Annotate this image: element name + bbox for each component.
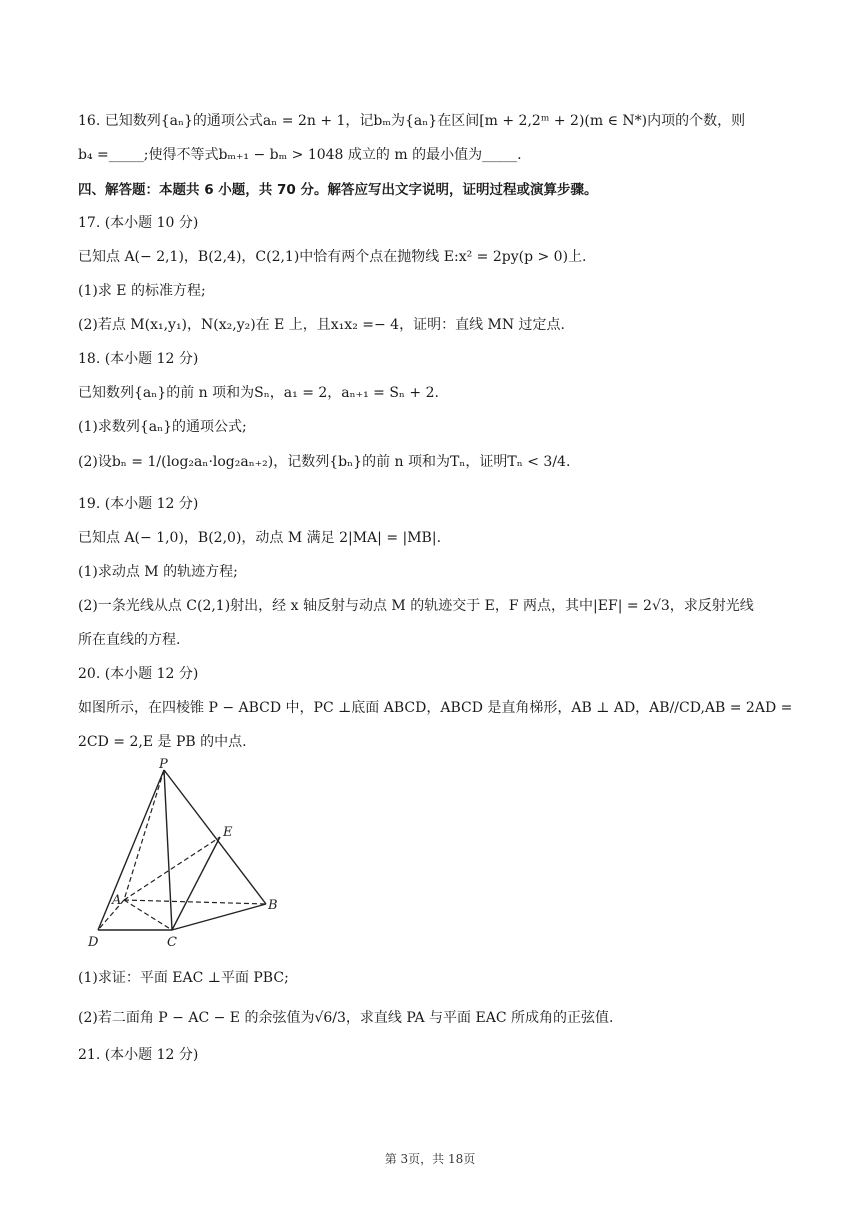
problem-17-part-1: (1)求 E 的标准方程; <box>78 283 206 299</box>
problem-20-part-1: (1)求证：平面 EAC ⊥平面 PBC; <box>78 970 289 986</box>
problem-20-part-2: (2)若二面角 P − AC − E 的余弦值为√6/3，求直线 PA 与平面 EAC 所成角的正弦值. <box>78 1010 614 1026</box>
label-p: P <box>159 757 168 772</box>
pyramid-figure <box>84 756 284 952</box>
problem-18-header: 18. (本小题 12 分) <box>78 351 199 367</box>
problem-18-statement: 已知数列{aₙ}的前 n 项和为Sₙ，a₁ = 2，aₙ₊₁ = Sₙ + 2. <box>78 385 439 401</box>
problem-20-statement-cont: 2CD = 2,E 是 PB 的中点. <box>78 734 247 750</box>
problem-17-part-2: (2)若点 M(x₁,y₁)，N(x₂,y₂)在 E 上，且x₁x₂ =− 4，证明：直线 MN 过定点. <box>78 317 566 333</box>
problem-21-header: 21. (本小题 12 分) <box>78 1047 199 1063</box>
label-c: C <box>167 935 177 950</box>
problem-17-header: 17. (本小题 10 分) <box>78 215 199 231</box>
problem-19-header: 19. (本小题 12 分) <box>78 496 199 512</box>
label-a: A <box>112 893 122 908</box>
problem-17-statement: 已知点 A(− 2,1)，B(2,4)，C(2,1)中恰有两个点在抛物线 E:x² = 2py(p > 0)上. <box>78 249 587 265</box>
problem-18-part-1: (1)求数列{aₙ}的通项公式; <box>78 419 247 435</box>
problem-18-part-2: (2)设bₙ = 1/(log₂aₙ·log₂aₙ₊₂)，记数列{bₙ}的前 n 项和为Tₙ，证明Tₙ < 3/4. <box>78 454 571 470</box>
problem-20-header: 20. (本小题 12 分) <box>78 666 199 682</box>
problem-19-part-2: (2)一条光线从点 C(2,1)射出，经 x 轴反射与动点 M 的轨迹交于 E，F 两点，其中|EF| = 2√3，求反射光线 <box>78 598 754 614</box>
problem-16-line-2: b₄ =_____;使得不等式bₘ₊₁ − bₘ > 1048 成立的 m 的最小值为_____. <box>78 147 522 163</box>
page-footer: 第 3页，共 18页 <box>384 1152 476 1166</box>
problem-19-part-1: (1)求动点 M 的轨迹方程; <box>78 564 238 580</box>
problem-16-line-1: 16. 已知数列{aₙ}的通项公式aₙ = 2n + 1，记bₘ为{aₙ}在区间[m + 2,2ᵐ + 2)(m ∈ N*)内项的个数，则 <box>78 113 746 129</box>
problem-19-part-2-cont: 所在直线的方程. <box>78 632 181 648</box>
problem-19-statement: 已知点 A(− 1,0)，B(2,0)，动点 M 满足 2|MA| = |MB|. <box>78 530 442 546</box>
label-e: E <box>223 825 233 840</box>
label-b: B <box>268 898 278 913</box>
section-heading: 四、解答题：本题共 6 小题，共 70 分。解答应写出文字说明，证明过程或演算步骤。 <box>78 182 598 198</box>
problem-20-statement: 如图所示，在四棱锥 P − ABCD 中，PC ⊥底面 ABCD，ABCD 是直角梯形，AB ⊥ AD，AB//CD,AB = 2AD = <box>78 700 793 716</box>
label-d: D <box>88 935 99 950</box>
